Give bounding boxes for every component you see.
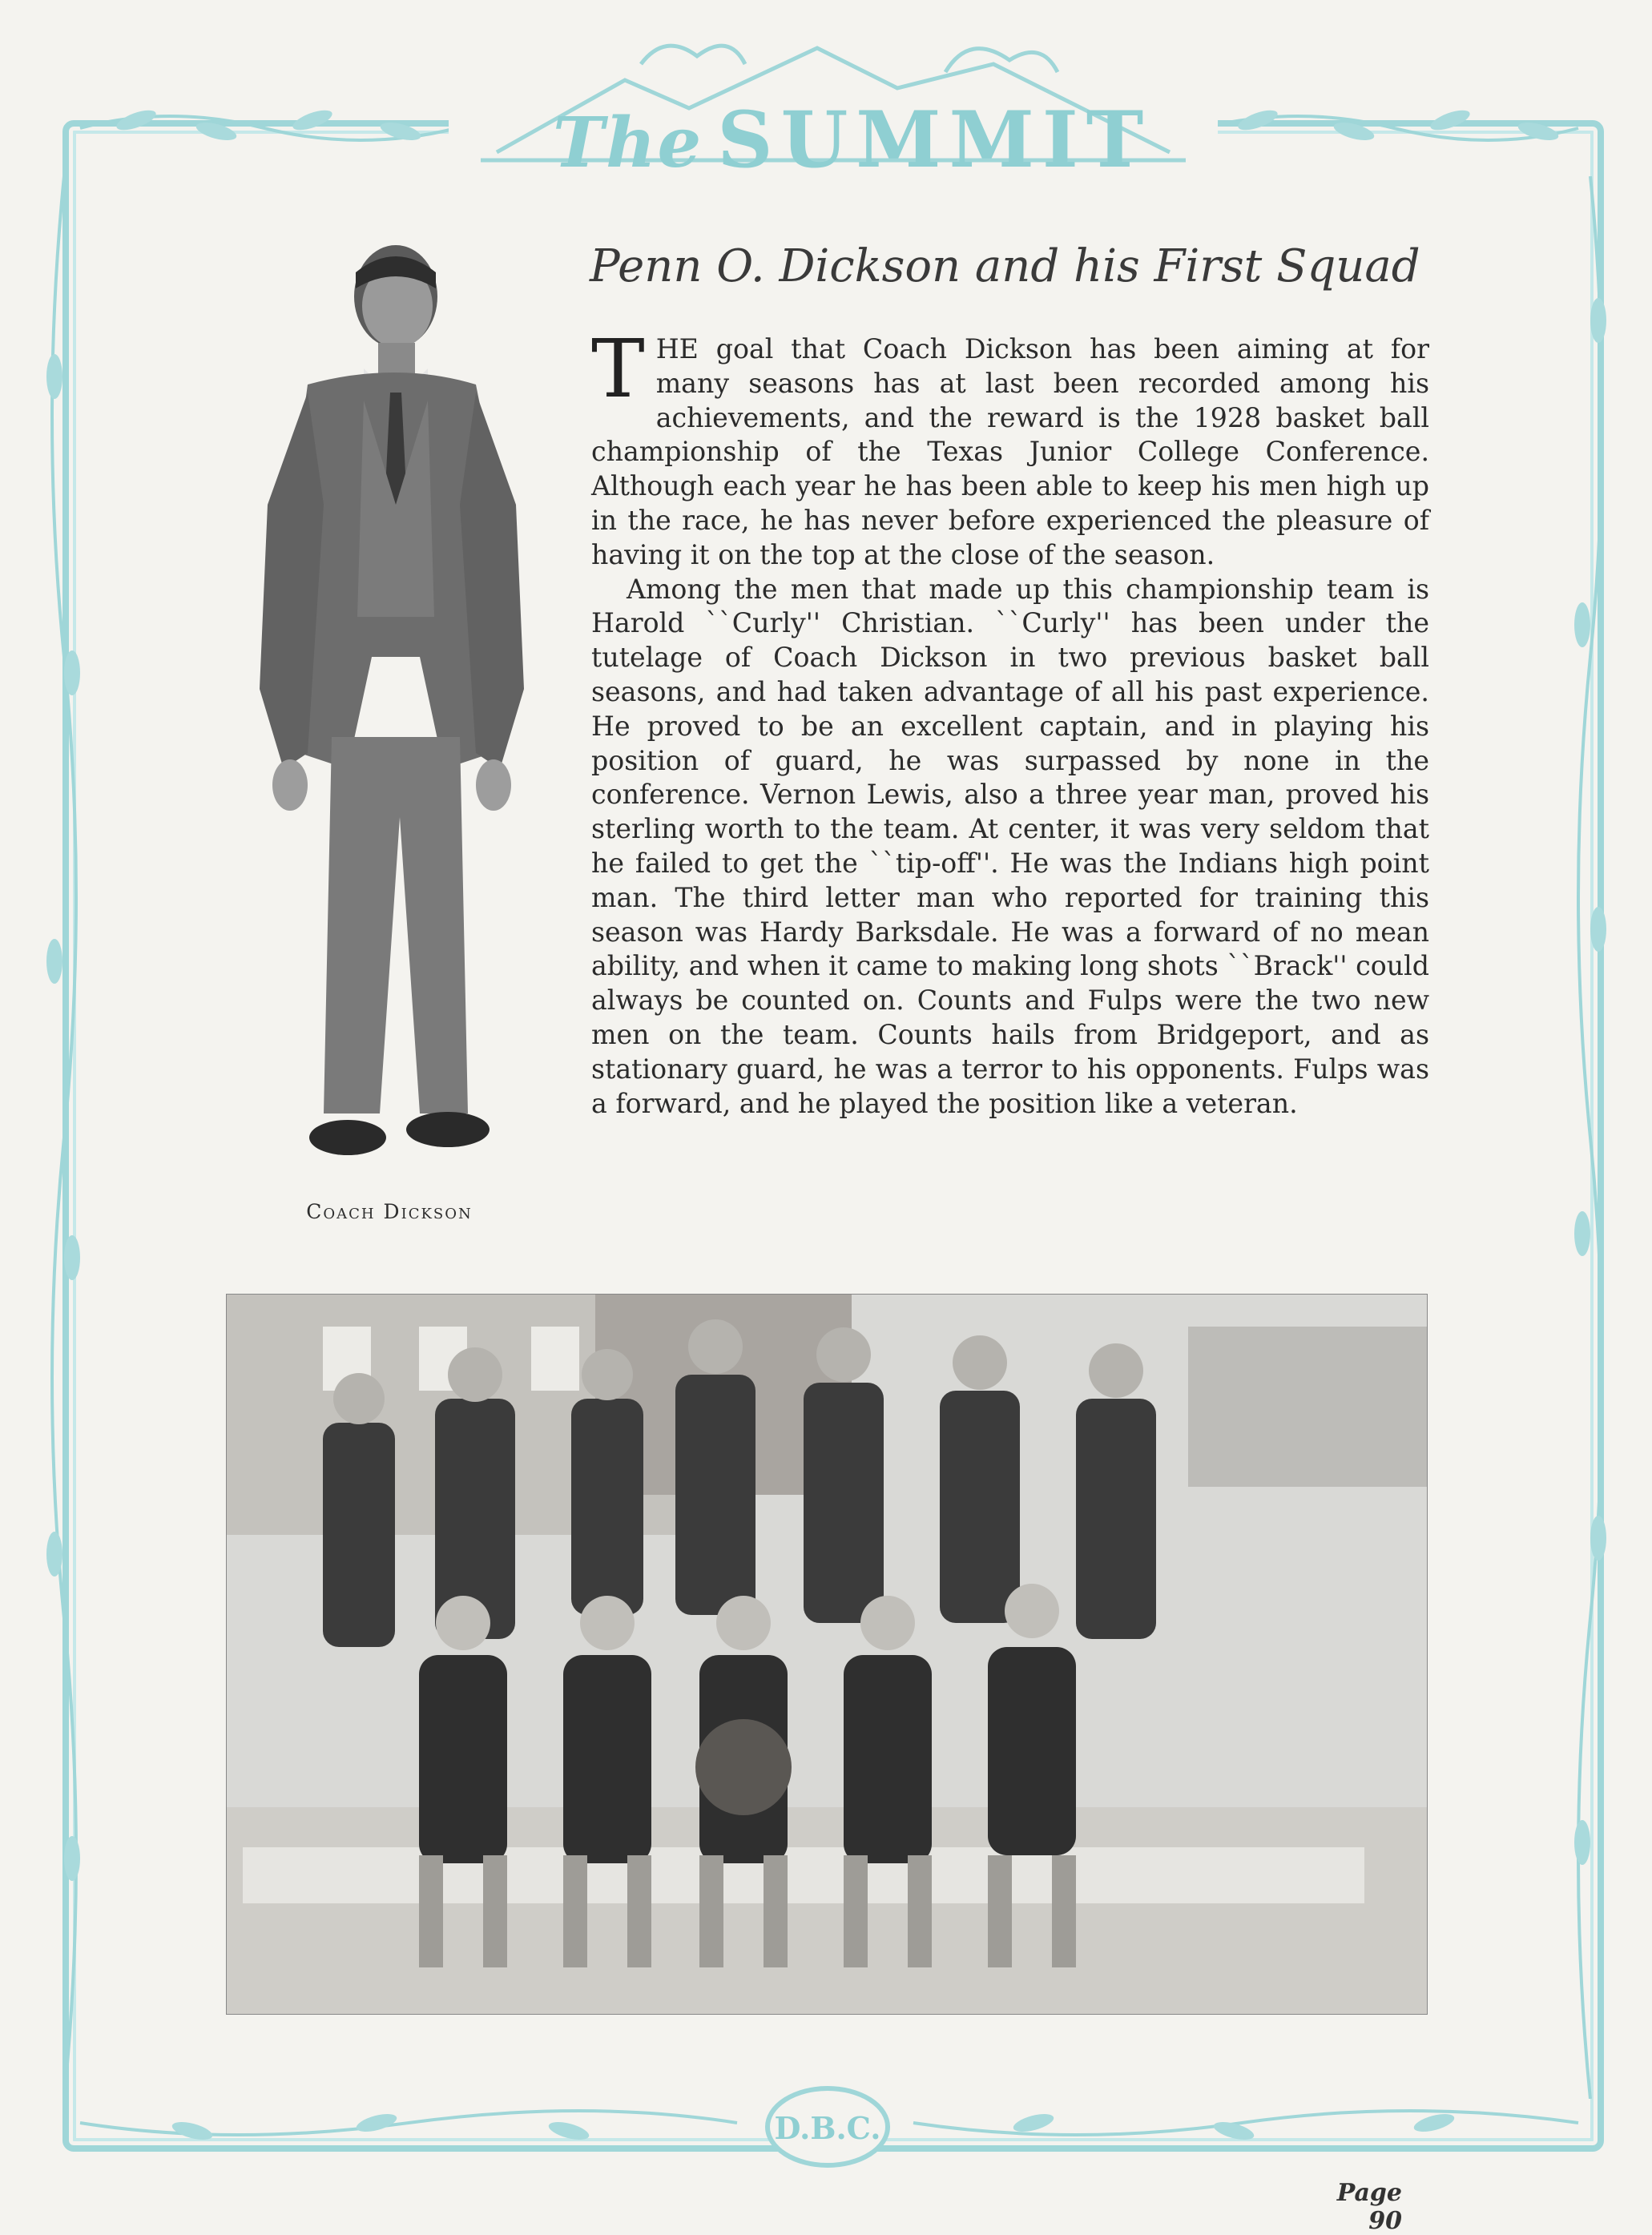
masthead-title xyxy=(553,95,1152,185)
vine-ornament-right-icon xyxy=(1566,176,1622,2099)
paragraph-1 xyxy=(591,322,1429,573)
page-number: Page 90 xyxy=(1336,2179,1402,2235)
masthead-summit: SUMMIT xyxy=(717,95,1152,185)
masthead xyxy=(449,32,1218,184)
coach-photo xyxy=(236,240,543,1186)
drop-cap: T xyxy=(591,322,645,416)
team-photo xyxy=(226,1294,1428,2015)
paragraph-2: Among the men that made up this championship team is Harold ``Curly'' Christian. ``Curly'' has been under the tutelage of Coach Dickson in two previous basket ball seasons, and had taken advantage of all his past experience. He proved to be an excellent captain, and in playing his position of guard, he was surpassed by none in the conference. Vernon Lewis, also a three year man, proved his sterling worth to the team. At center, it was very seldom that he failed to get the ``tip-off''. He was the Indians high point man. The third letter man who reported for training this season was Hardy Barksdale. He was a forward of no mean ability, and when it came to making long shots ``Brack'' could always be counted on. Counts and Fulps were the two new men on the team. Counts hails from Bridgeport, and as stationary guard, he was a terror to his opponents. Fulps was a forward, and he played the position like a veteran. xyxy=(591,573,1429,1119)
article-title: Penn O. Dickson and his First Squad xyxy=(590,240,1420,292)
masthead-the: The xyxy=(553,103,703,183)
seal-text: D.B.C. xyxy=(774,2110,881,2146)
article-body xyxy=(591,322,1429,1121)
vine-ornament-left-icon xyxy=(32,176,88,2099)
paragraph-1-text: HE goal that Coach Dickson has been aiming at for many seasons has at last been recorded among his achievements, and the reward is the 1928 basket ball championship of the Texas Junior College Conference. Although each year he has been able to keep his men high up in the race, he has never before experienced the pleasure of having it on the top at the close of the season. xyxy=(591,333,1429,570)
coach-caption: Coach Dickson xyxy=(306,1200,473,1223)
dbc-seal xyxy=(760,2083,896,2171)
